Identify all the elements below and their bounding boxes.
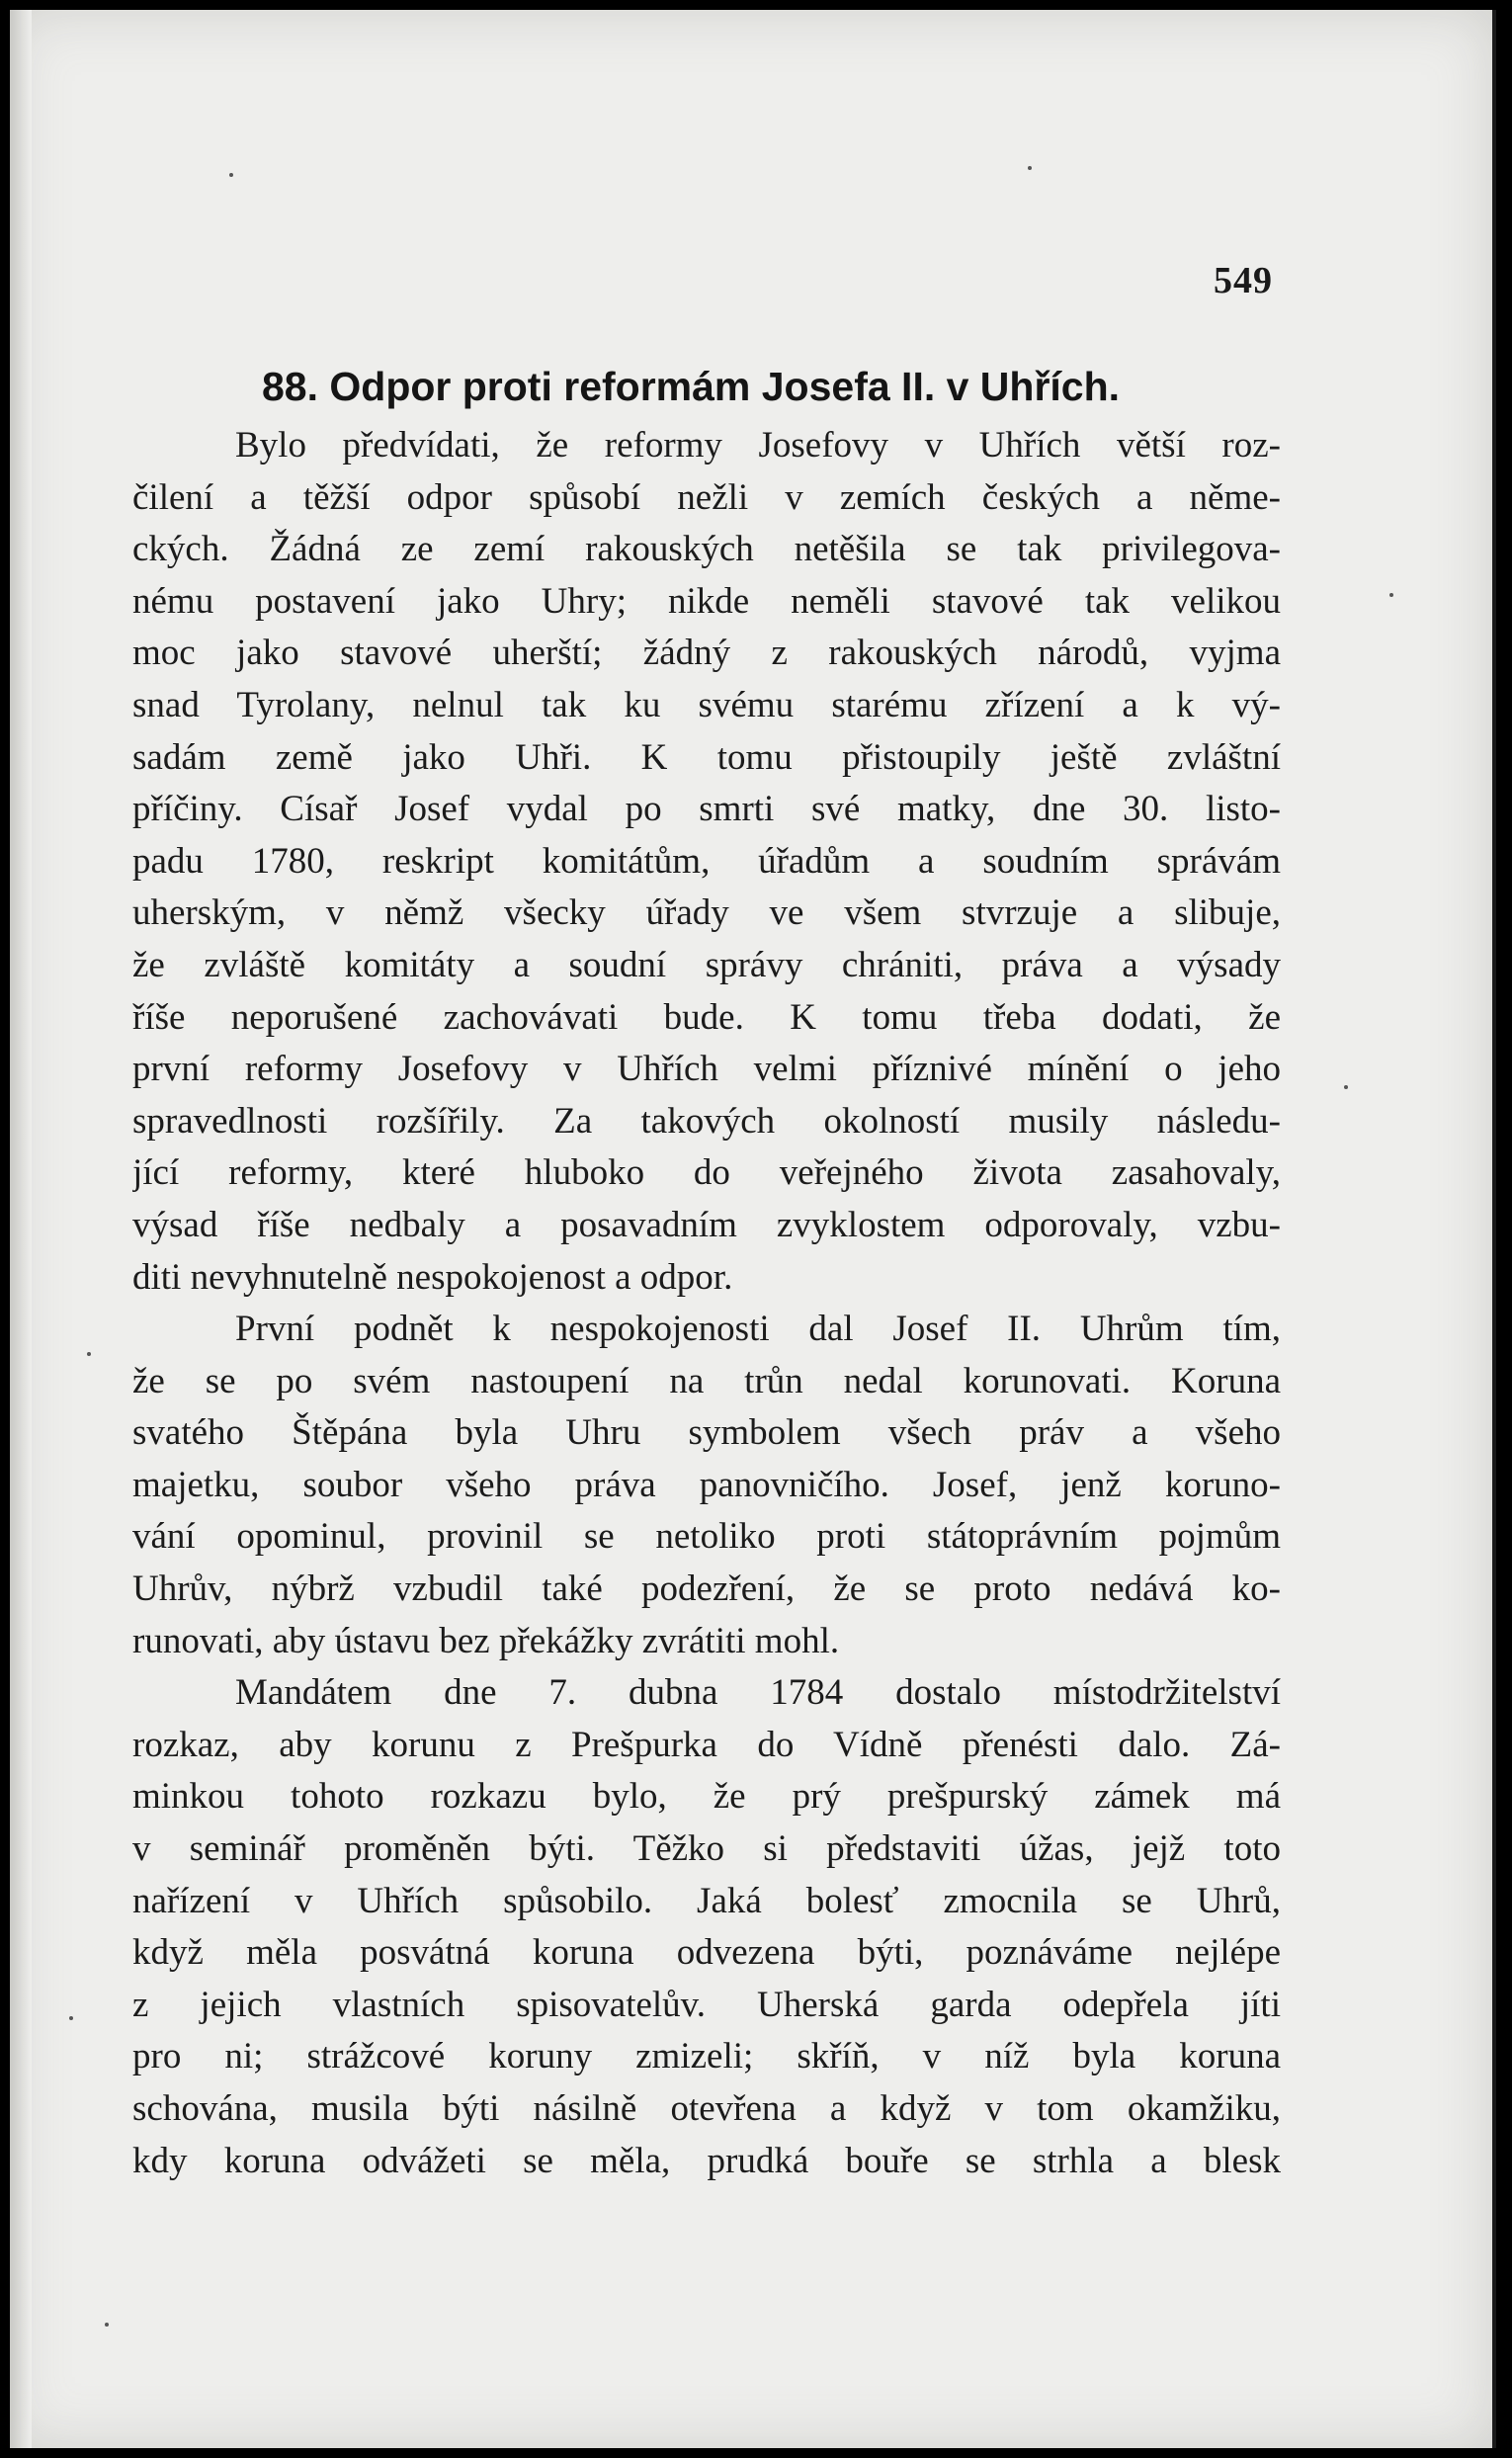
text-line: v seminář proměněn býti. Těžko si představiti úžas, jejž toto <box>132 1828 1281 1870</box>
text-line: První podnět k nespokojenosti dal Josef II. Uhrům tím, <box>235 1309 1281 1350</box>
text-line: diti nevyhnutelně nespokojenost a odpor. <box>132 1256 733 1298</box>
text-line: sadám země jako Uhři. K tomu přistoupily ještě zvláštní <box>132 736 1281 778</box>
scan-speck <box>87 1352 91 1356</box>
scan-speck <box>105 2323 109 2327</box>
text-line: říše neporušené zachovávati bude. K tomu třeba dodati, že <box>132 996 1281 1038</box>
scan-speck <box>1389 593 1393 597</box>
text-line: majetku, soubor všeho práva panovničího. Josef, jenž koruno- <box>132 1464 1281 1505</box>
chapter-heading: 88. Odpor proti reformám Josefa II. v Uhřích. <box>262 364 1121 409</box>
text-line: příčiny. Císař Josef vydal po smrti své matky, dne 30. listo- <box>132 789 1281 830</box>
text-line: padu 1780, reskript komitátům, úřadům a soudním správám <box>132 840 1281 882</box>
text-line: že zvláště komitáty a soudní správy chrániti, práva a výsady <box>132 944 1281 985</box>
scan-speck <box>69 2016 73 2020</box>
page-edge-shadow <box>10 10 32 2448</box>
text-line: Uhrův, nýbrž vzbudil také podezření, že se proto nedává ko- <box>132 1568 1281 1610</box>
text-line: vání opominul, provinil se netoliko proti státoprávním pojmům <box>132 1516 1281 1558</box>
text-line: nému postavení jako Uhry; nikde neměli stavové tak velikou <box>132 580 1281 622</box>
text-line: jící reformy, které hluboko do veřejného života zasahovaly, <box>132 1152 1281 1194</box>
text-line: výsad říše nedbaly a posavadním zvyklostem odporovaly, vzbu- <box>132 1204 1281 1245</box>
scanned-page <box>10 10 1496 2448</box>
text-line: nařízení v Uhřích spůsobilo. Jaká bolesť zmocnila se Uhrů, <box>132 1880 1281 1921</box>
text-line: svatého Štěpána byla Uhru symbolem všech práv a všeho <box>132 1412 1281 1454</box>
text-line: první reformy Josefovy v Uhřích velmi příznivé mínění o jeho <box>132 1049 1281 1090</box>
text-line: ckých. Žádná ze zemí rakouských netěšila se tak privilegova- <box>132 529 1281 570</box>
text-line: pro ni; strážcové koruny zmizeli; skříň, v níž byla koruna <box>132 2036 1281 2077</box>
text-line: schována, musila býti násilně otevřena a když v tom okamžiku, <box>132 2088 1281 2129</box>
text-line: spravedlnosti rozšířily. Za takových okolností musily následu- <box>132 1100 1281 1142</box>
body-text <box>132 420 1281 2187</box>
scan-speck <box>229 173 233 177</box>
text-line: minkou tohoto rozkazu bylo, že prý prešpurský zámek má <box>132 1776 1281 1818</box>
text-line: moc jako stavové uherští; žádný z rakouských národů, vyjma <box>132 633 1281 674</box>
text-line: runovati, aby ústavu bez překážky zvrátiti mohl. <box>132 1620 840 1661</box>
text-line: snad Tyrolany, nelnul tak ku svému starému zřízení a k vý- <box>132 684 1281 725</box>
text-line: čilení a těžší odpor spůsobí nežli v zemích českých a něme- <box>132 476 1281 518</box>
scan-speck <box>1344 1085 1348 1089</box>
text-line: uherským, v němž všecky úřady ve všem stvrzuje a slibuje, <box>132 892 1281 934</box>
page-number: 549 <box>1214 260 1273 301</box>
text-line: kdy koruna odvážeti se měla, prudká bouře se strhla a blesk <box>132 2140 1281 2181</box>
scan-speck <box>1028 166 1032 170</box>
text-line: z jejich vlastních spisovatelův. Uherská garda odepřela jíti <box>132 1984 1281 2025</box>
text-line: když měla posvátná koruna odvezena býti, poznáváme nejlépe <box>132 1932 1281 1974</box>
text-line: rozkaz, aby korunu z Prešpurka do Vídně přenésti dalo. Zá- <box>132 1724 1281 1765</box>
text-line: že se po svém nastoupení na trůn nedal korunovati. Koruna <box>132 1360 1281 1401</box>
text-line: Bylo předvídati, že reformy Josefovy v Uhřích větší roz- <box>235 425 1281 466</box>
text-line: Mandátem dne 7. dubna 1784 dostalo místodržitelství <box>235 1672 1281 1714</box>
